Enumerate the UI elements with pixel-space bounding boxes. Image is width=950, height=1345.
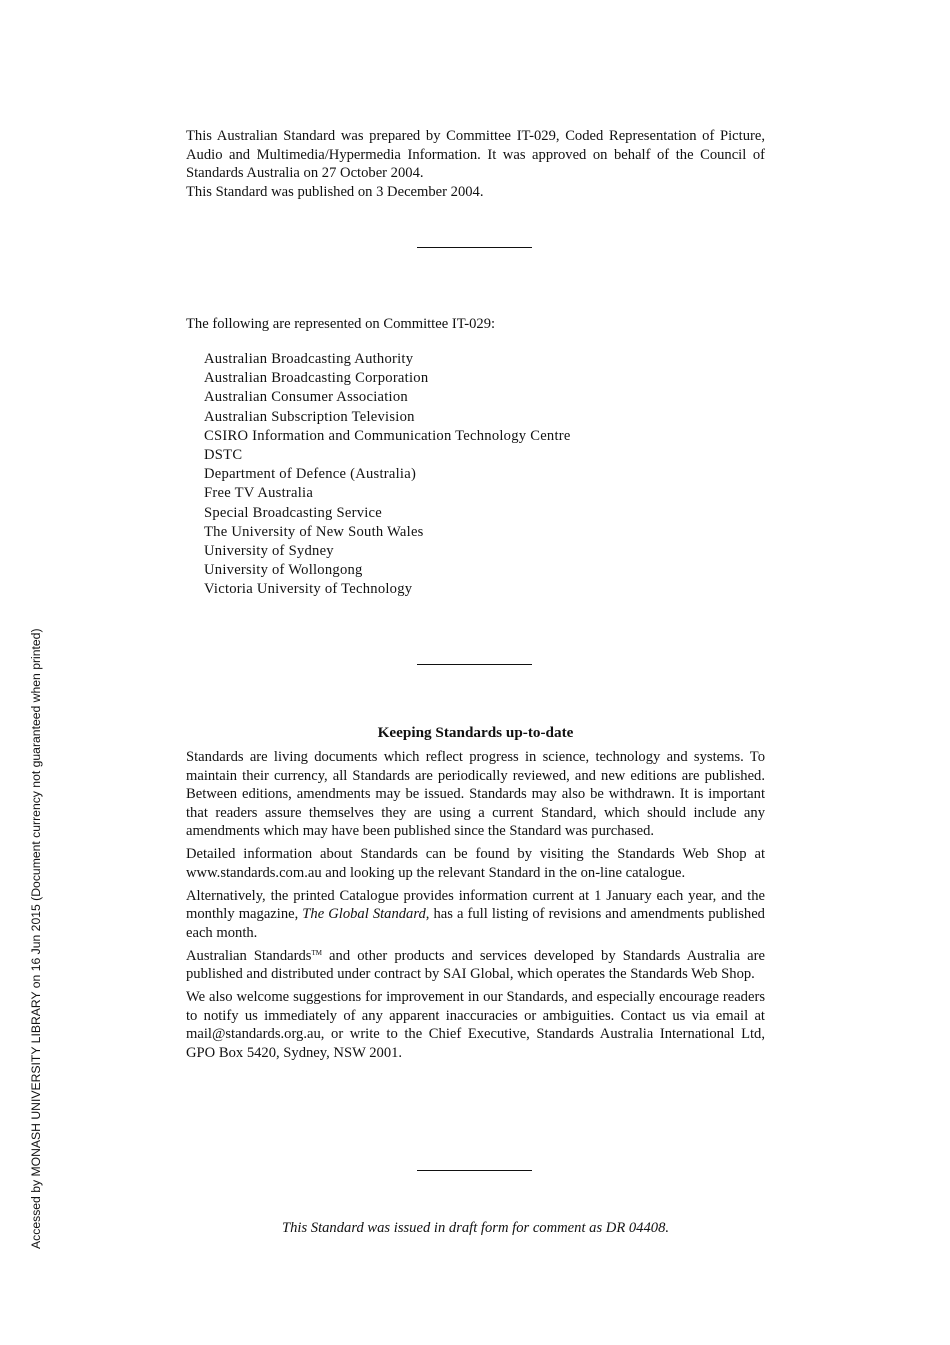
preparation-statement: [186, 127, 765, 201]
committee-member: Victoria University of Technology: [204, 581, 413, 598]
committee-member-list: [204, 350, 571, 600]
paragraph-web-shop: Detailed information about Standards can be found by visiting the Standards Web Shop at www.standards.com.au and looking up the relevant Standard in the on-line catalogue.: [186, 846, 765, 881]
committee-member: DSTC: [204, 447, 243, 464]
committee-member: Australian Broadcasting Corporation: [204, 370, 429, 387]
paragraph-feedback: We also welcome suggestions for improvement in our Standards, and especially encourage readers to notify us immediately of any apparent inaccuracies or ambiguities. Contact us via email at mail@standards.org.au, or write to the Chief Executive, Standards Australia International Ltd, GPO Box 5420, Sydney, NSW 2001.: [186, 989, 765, 1061]
paragraph-living-documents: Standards are living documents which reflect progress in science, technology and systems. To maintain their currency, all Standards are periodically reviewed, and new editions are published. Between editions, amendments may be issued. Standards may also be withdrawn. It is important that readers assure themselves they are using a current Standard, which should include any amendments which may have been published since the Standard was purchased.: [186, 749, 765, 839]
committee-member: Free TV Australia: [204, 485, 314, 502]
committee-member: CSIRO Information and Communication Technology Centre: [204, 427, 571, 444]
committee-member: Department of Defence (Australia): [204, 466, 417, 483]
trademark-mark: TM: [311, 948, 322, 957]
paragraph-text: Australian Standards: [186, 947, 312, 964]
paragraph-text: has a full listing of revisions and amendments published each month.: [186, 906, 765, 941]
publication-title: The Global Standard,: [302, 906, 430, 923]
publication-date-text: This Standard was published on 3 December 2004.: [186, 183, 484, 200]
committee-member: The University of New South Wales: [204, 523, 424, 540]
paragraph-text: Alternatively, the printed Catalogue provides information current at 1 January each year, and the monthly magazine,: [186, 887, 765, 923]
committee-member: Special Broadcasting Service: [204, 504, 383, 521]
committee-member: Australian Broadcasting Authority: [204, 351, 414, 367]
committee-member: University of Sydney: [204, 543, 334, 560]
paragraph-text: and other products and services developed by Standards Australia are published and distributed under contract by SAI Global, which operates the Standards Web Shop.: [186, 947, 765, 983]
section-divider: [417, 247, 532, 248]
section-heading: Keeping Standards up-to-date: [377, 724, 574, 741]
access-notice: Accessed by MONASH UNIVERSITY LIBRARY on 16 Jun 2015 (Document currency not guaranteed when printed): [29, 628, 43, 1249]
paragraph-distribution: [186, 947, 765, 984]
paragraph-catalogue: [186, 887, 765, 943]
approval-text: This Australian Standard was prepared by Committee IT-029, Coded Representation of Picture, Audio and Multimedia/Hypermedia Information. It was approved on behalf of the Council of Standards Australia on 27 October 2004.: [186, 128, 765, 181]
keeping-standards-body: [186, 748, 765, 1062]
section-divider: [417, 1170, 532, 1171]
section-divider: [417, 664, 532, 665]
committee-intro: The following are represented on Committee IT-029:: [186, 316, 496, 332]
committee-member: University of Wollongong: [204, 562, 363, 579]
committee-member: Australian Consumer Association: [204, 389, 408, 406]
committee-member: Australian Subscription Television: [204, 408, 415, 425]
draft-notice: This Standard was issued in draft form for comment as DR 04408.: [281, 1220, 670, 1236]
